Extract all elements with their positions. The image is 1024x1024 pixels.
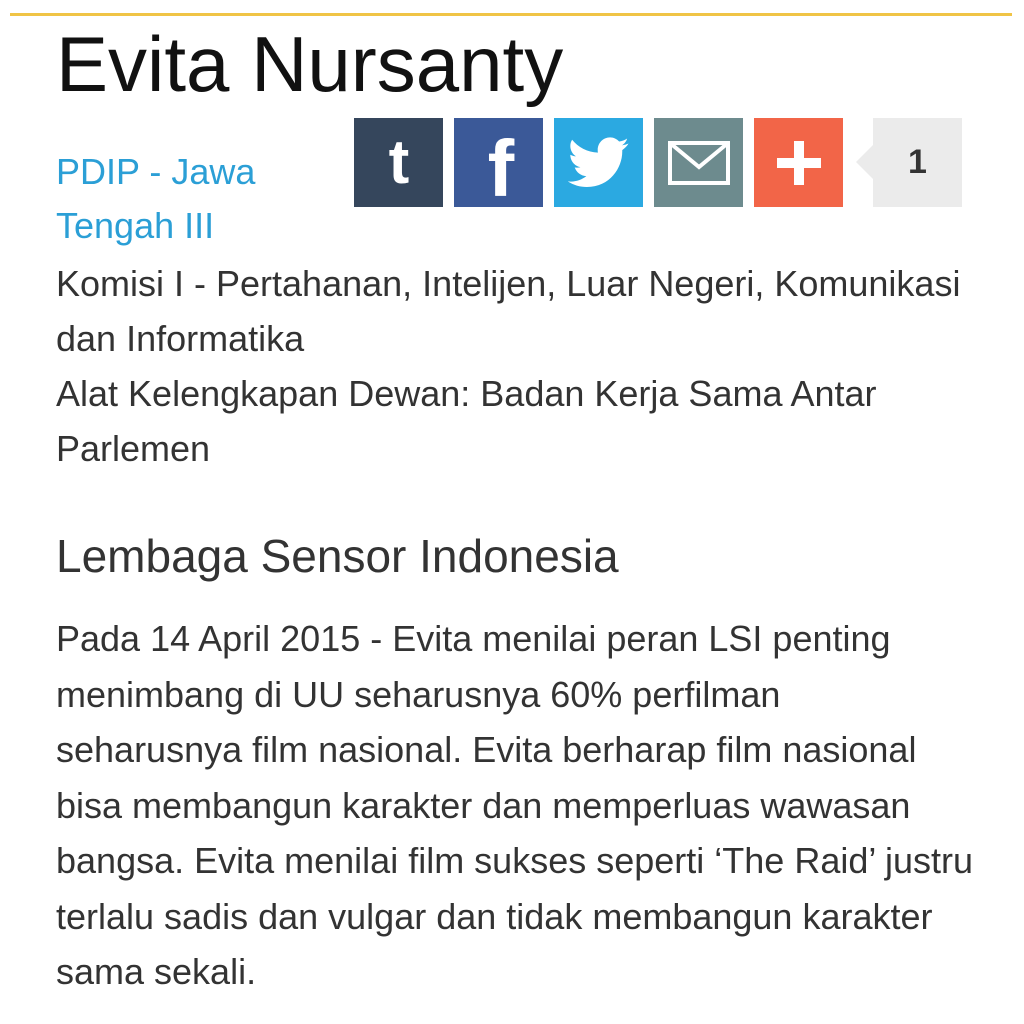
mail-icon: [668, 141, 730, 185]
share-email-button[interactable]: [654, 118, 743, 207]
party-region-link[interactable]: PDIP - Jawa Tengah III: [56, 151, 256, 246]
section-title: Lembaga Sensor Indonesia: [56, 530, 619, 582]
member-name: Evita Nursanty: [56, 20, 564, 108]
council-body-text: Alat Kelengkapan Dewan: Badan Kerja Sama Antar Parlemen: [56, 373, 877, 469]
share-twitter-button[interactable]: [554, 118, 643, 207]
commission-text: Komisi I - Pertahanan, Intelijen, Luar Negeri, Komunikasi dan Informatika: [56, 263, 961, 359]
member-info: [56, 256, 986, 476]
share-count-bubble: [873, 118, 962, 207]
plus-icon: [775, 139, 823, 187]
count-pointer: [856, 145, 873, 179]
share-more-button[interactable]: [754, 118, 843, 207]
share-bar: [354, 118, 962, 207]
svg-text:t: t: [388, 132, 409, 193]
top-accent-rule: [10, 13, 1012, 16]
tumblr-icon: [369, 133, 429, 193]
share-facebook-button[interactable]: [454, 118, 543, 207]
facebook-icon: [469, 128, 529, 198]
svg-text:f: f: [487, 127, 514, 198]
statement-paragraph: Pada 14 April 2015 - Evita menilai peran LSI penting menimbang di UU seharusnya 60% perfilman seharusnya film nasional. Evita berharap film nasional bisa membangun karakter dan memperluas wawasan bangsa. Evita menilai film sukses seperti ‘The Raid’ justru terlalu sadis dan vulgar dan tidak membangun karakter sama sekali.: [56, 618, 974, 992]
share-count: 1: [908, 143, 927, 181]
share-tumblr-button[interactable]: [354, 118, 443, 207]
twitter-icon: [568, 137, 630, 189]
